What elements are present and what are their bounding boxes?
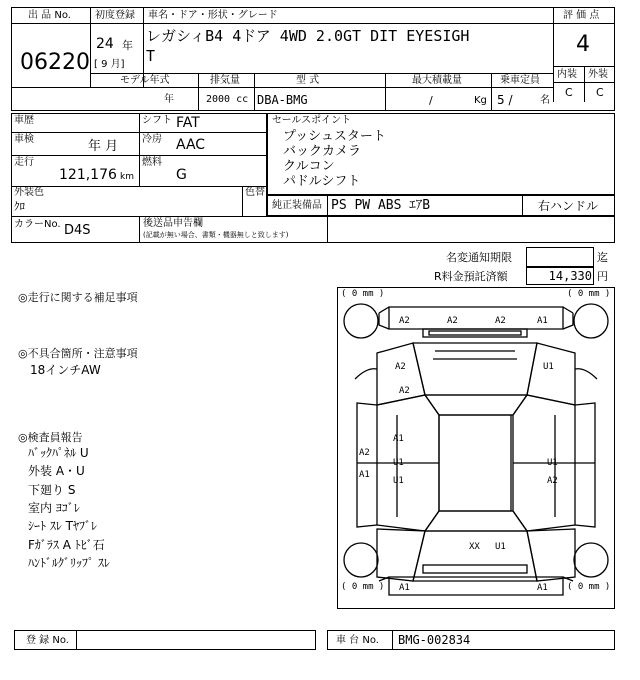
damage-mark: A2 xyxy=(547,476,558,486)
color-label: 外装色 xyxy=(14,187,44,198)
damage-mark: A1 xyxy=(537,583,548,593)
first-reg-year: 24 xyxy=(96,36,114,52)
blank-cell xyxy=(327,216,615,243)
steering-value: 右ハンドル xyxy=(538,199,599,213)
lot-number: 06220 xyxy=(20,50,90,75)
interior-grade: C xyxy=(565,86,573,99)
mileage-value: 121,176 xyxy=(59,167,117,183)
tire-label: ( 0 mm ) xyxy=(341,582,385,592)
driving-notes-label: ◎走行に関する補足事項 xyxy=(18,291,138,304)
car-name-cont: T xyxy=(146,47,156,65)
damage-mark: XX xyxy=(469,542,480,552)
inspector-item: ｼｰﾄ ｽﾚ Tﾔﾌﾞﾚ xyxy=(28,519,97,533)
sales-point-item: パドルシフト xyxy=(283,174,361,189)
first-reg-year-unit: 年 xyxy=(122,39,133,52)
damage-mark: A1 xyxy=(393,434,404,444)
ac-label: 冷房 xyxy=(142,134,162,145)
tire-label: ( 0 mm ) xyxy=(341,289,385,299)
inspector-item: 外装 A・U xyxy=(28,464,85,478)
inspector-label: ◎検査員報告 xyxy=(18,431,83,444)
model-year-label: モデル年式 xyxy=(120,75,170,86)
docs-label: 後送品申告欄 xyxy=(143,218,203,229)
max-load-label: 最大積載量 xyxy=(412,75,462,86)
capacity-value: 5 / xyxy=(497,93,513,107)
sales-point-item: プッシュスタート xyxy=(283,129,386,144)
damage-mark: U1 xyxy=(393,476,404,486)
model-year-unit: 年 xyxy=(164,94,174,105)
damage-mark: A2 xyxy=(495,316,506,326)
damage-mark: A2 xyxy=(399,386,410,396)
sales-point-item: クルコン xyxy=(283,159,335,174)
damage-mark: U1 xyxy=(543,362,554,372)
inspector-item: ﾊﾝﾄﾞﾙｸﾞﾘｯﾌﾟ ｽﾚ xyxy=(28,556,110,570)
color-change-label: 色替 xyxy=(245,187,265,198)
inspector-item: 下廻り S xyxy=(28,483,76,497)
defects-label: ◎不具合箇所・注意事項 xyxy=(18,347,138,360)
recycle-unit: 円 xyxy=(597,270,608,283)
inspector-item: ﾊﾞｯｸﾊﾟﾈﾙ U xyxy=(28,446,89,460)
name-change-box xyxy=(526,247,594,267)
inspector-item: 室内 ﾖｺﾞﾚ xyxy=(28,501,80,515)
first-reg-label: 初度登録 xyxy=(95,10,135,21)
color-no-value: D4S xyxy=(64,223,91,238)
name-change-label: 名変通知期限 xyxy=(446,251,512,264)
damage-mark: A2 xyxy=(399,316,410,326)
recycle-label: R料金預託済額 xyxy=(434,270,508,283)
fuel-value: G xyxy=(176,167,187,183)
damage-mark: U1 xyxy=(393,458,404,468)
docs-note: (記載が無い場合、書類・機器無しと致します) xyxy=(143,231,289,239)
exterior-grade: C xyxy=(596,86,604,99)
damage-mark: U1 xyxy=(495,542,506,552)
tire-label: ( 0 mm ) xyxy=(567,289,611,299)
mileage-unit: km xyxy=(120,172,134,182)
shift-label: シフト xyxy=(142,115,172,126)
shift-value: FAT xyxy=(176,115,200,131)
mileage-label: 走行 xyxy=(14,157,34,168)
type-label: 型 式 xyxy=(296,75,320,86)
fuel-label: 燃料 xyxy=(142,157,162,168)
damage-mark: A1 xyxy=(537,316,548,326)
reg-no-label: 登 録 No. xyxy=(26,635,69,646)
inspection-value: 年 月 xyxy=(88,139,119,154)
inspection-label: 車検 xyxy=(14,134,34,145)
lot-label: 出 品 No. xyxy=(28,10,71,21)
chassis-label: 車 台 No. xyxy=(336,635,379,646)
inspector-item: Fｶﾞﾗｽ A ﾄﾋﾞ石 xyxy=(28,538,105,552)
displacement-label: 排気量 xyxy=(210,75,240,86)
capacity-label: 乗車定員 xyxy=(500,75,540,86)
capacity-unit: 名 xyxy=(540,95,550,106)
displacement-value: 2000 cc xyxy=(206,94,249,105)
damage-mark: A1 xyxy=(359,470,370,480)
chassis-value: BMG-002834 xyxy=(398,633,471,647)
type-value: DBA-BMG xyxy=(257,93,308,107)
grade-value: 4 xyxy=(576,32,590,57)
sales-points-label: セールスポイント xyxy=(272,115,352,126)
defects-item: 18インチAW xyxy=(30,363,101,377)
damage-mark: A2 xyxy=(395,362,406,372)
equipment-value: PS PW ABS ｴｱB xyxy=(331,198,431,213)
damage-mark: U1 xyxy=(547,458,558,468)
damage-mark: A1 xyxy=(399,583,410,593)
sales-point-item: バックカメラ xyxy=(283,144,362,159)
recycle-value: 14,330 xyxy=(548,269,592,283)
equipment-label: 純正装備品 xyxy=(272,200,322,211)
tire-label: ( 0 mm ) xyxy=(567,582,611,592)
car-name: レガシィB4 4ドア 4WD 2.0GT DIT EYESIGH xyxy=(146,27,470,45)
first-reg-month: [ 9 月] xyxy=(94,59,125,70)
max-load-unit: Kg xyxy=(474,95,487,106)
history-label: 車歴 xyxy=(14,115,34,126)
name-change-unit: 迄 xyxy=(597,251,608,264)
damage-mark: A2 xyxy=(359,448,370,458)
car-name-label: 車名・ドア・形状・グレード xyxy=(148,10,278,21)
interior-label: 内装 xyxy=(557,69,577,80)
grade-label: 評 価 点 xyxy=(563,10,600,21)
car-damage-diagram xyxy=(337,287,615,609)
color-value: ｸﾛ xyxy=(14,200,25,213)
max-load-value: / xyxy=(429,94,433,107)
damage-mark: A2 xyxy=(447,316,458,326)
color-no-label: カラーNo. xyxy=(14,219,61,230)
exterior-label: 外装 xyxy=(588,69,608,80)
ac-value: AAC xyxy=(176,137,206,153)
